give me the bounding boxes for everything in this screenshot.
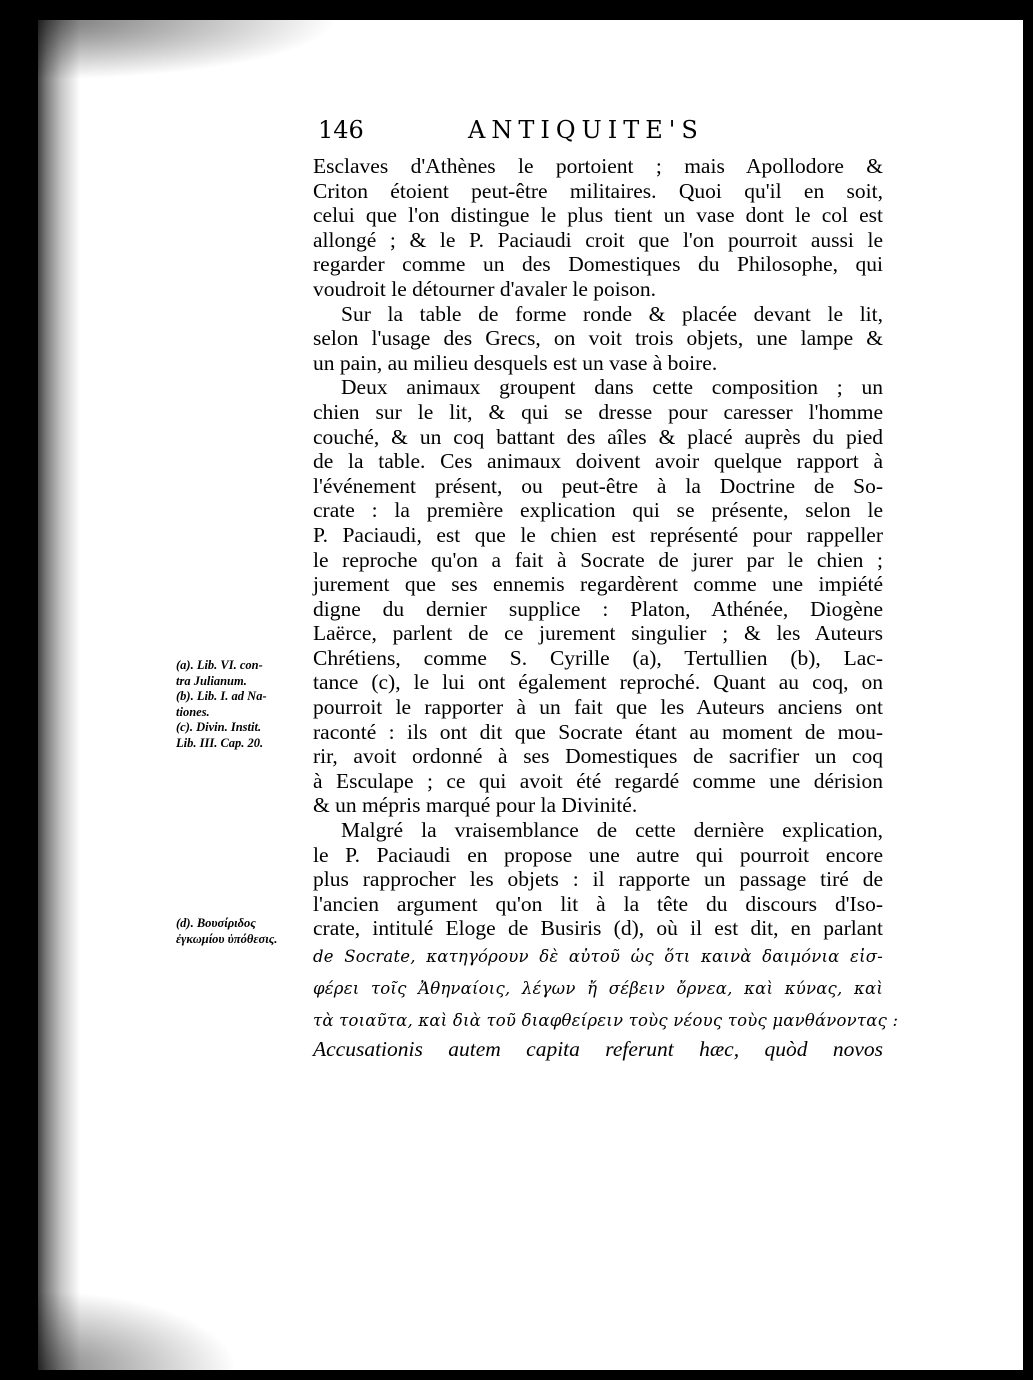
margin-notes-citations (176, 658, 308, 751)
text-line: & un mépris marqué pour la Divinité. (313, 793, 638, 818)
margin-note-line: tiones. (176, 704, 210, 719)
margin-note-line: (b). Lib. I. ad Na- (176, 689, 267, 703)
margin-note-line: (c). Divin. Instit. (176, 720, 262, 734)
page-number: 146 (318, 116, 364, 144)
margin-note-busiris (176, 916, 308, 947)
text-line: couché, & un coq battant des aîles & placé auprès du pied (313, 424, 883, 449)
text-line: le reproche qu'on a fait à Socrate de jurer par le chien ; (313, 547, 883, 572)
running-title: ANTIQUITE'S (468, 116, 704, 144)
body-text (313, 154, 899, 1062)
text-line: rir, avoit ordonné à ses Domestiques de sacrifier un coq (313, 744, 883, 769)
text-line: l'événement présent, ou peut-être à la Doctrine de So- (313, 473, 883, 498)
text-line: pourroit le rapporter à un fait que les Auteurs anciens ont (313, 695, 883, 720)
text-line: crate : la première explication qui se présente, selon le (313, 498, 883, 523)
text-line: celui que l'on distingue le plus tient un vase dont le col est (313, 203, 883, 228)
margin-note-line: (a). Lib. VI. con- (176, 658, 263, 672)
text-line: Esclaves d'Athènes le portoient ; mais Apollodore & (313, 154, 883, 178)
text-line: Deux animaux groupent dans cette composition ; un (341, 375, 883, 400)
text-line: jurement que ses ennemis regardèrent comme une impiété (313, 572, 883, 597)
text-line: Criton étoient peut-être militaires. Quoi qu'il en soit, (313, 178, 883, 203)
text-line: à Esculape ; ce qui avoit été regardé comme une dérision (313, 768, 883, 793)
text-line: Chrétiens, comme S. Cyrille (a), Tertullien (b), Lac- (313, 645, 883, 670)
greek-text-line: τὰ τοιαῦτα, καὶ διὰ τοῦ διαφθείρειν τοὺς νέους τοὺς μανθάνοντας : (313, 1011, 899, 1030)
greek-text-line: φέρει τοῖς Ἀθηναίοις, λέγων ἤ σέβειν ὄρνεα, καὶ κύνας, καὶ (313, 979, 883, 998)
text-line: Sur la table de forme ronde & placée devant le lit, (341, 301, 883, 326)
greek-text-line: de Socrate, κατηγόρουν δὲ αὐτοῦ ὡς ὅτι καινὰ δαιμόνια εἰσ- (313, 947, 883, 966)
margin-note-line: Lib. III. Cap. 20. (176, 735, 264, 750)
text-line: de la table. Ces animaux doivent avoir quelque rapport à (313, 449, 883, 474)
text-line: l'ancien argument qu'on lit à la tête du discours d'Iso- (313, 891, 883, 916)
text-line: Malgré la vraisemblance de cette dernière explication, (341, 818, 883, 843)
text-line: chien sur le lit, & qui se dresse pour caresser l'homme (313, 399, 883, 424)
scan-edge-shadow (38, 20, 80, 1370)
latin-text-line: Accusationis autem capita referunt hæc, quòd novos (313, 1037, 883, 1061)
text-line: raconté : ils ont dit que Socrate étant au moment de mou- (313, 719, 883, 744)
text-line: un pain, au milieu desquels est un vase à boire. (313, 350, 718, 375)
scan-corner-top (38, 20, 338, 80)
text-line: selon l'usage des Grecs, on voit trois objets, une lampe & (313, 326, 883, 351)
text-line: crate, intitulé Eloge de Busiris (d), où il est dit, en parlant (313, 916, 883, 941)
page-header (318, 116, 888, 150)
text-line: allongé ; & le P. Paciaudi croit que l'on pourroit aussi le (313, 227, 883, 252)
scan-corner-bottom (38, 1290, 238, 1370)
text-line: voudroit le détourner d'avaler le poison. (313, 276, 656, 301)
text-line: Laërce, parlent de ce jurement singulier ; & les Auteurs (313, 621, 883, 646)
text-line: regarder comme un des Domestiques du Philosophe, qui (313, 252, 883, 277)
margin-note-line: (d). Βουσίριδος (176, 916, 256, 930)
text-line: le P. Paciaudi en propose une autre qui pourroit encore (313, 842, 883, 867)
margin-note-line: ἐγκωμίου ὑπόθεσις. (176, 931, 278, 946)
margin-note-line: tra Julianum. (176, 673, 247, 688)
text-line: P. Paciaudi, est que le chien est représenté pour rappeller (313, 522, 883, 547)
text-line: tance (c), le lui ont également reproché. Quant au coq, on (313, 670, 883, 695)
text-line: plus rapprocher les objets : il rapporte un passage tiré de (313, 867, 883, 892)
text-line: digne du dernier supplice : Platon, Athénée, Diogène (313, 596, 883, 621)
